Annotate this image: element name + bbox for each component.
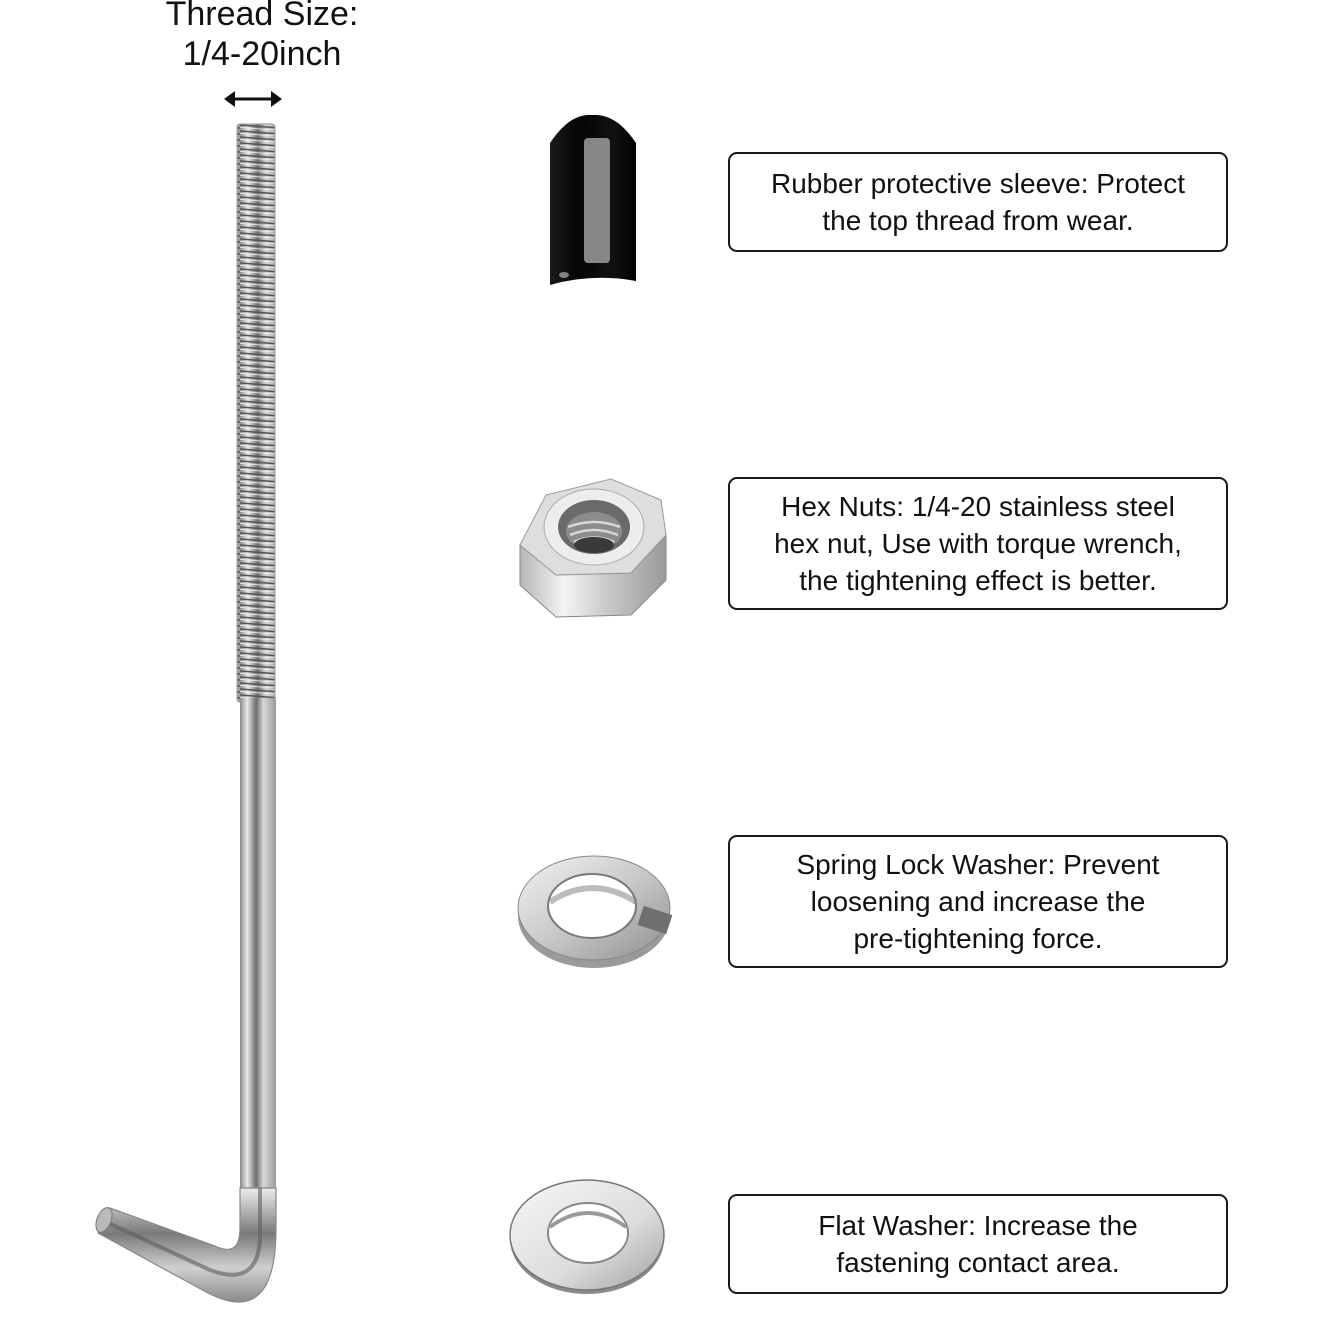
callout-spring-lock-washer (728, 835, 1228, 968)
callout-line: Rubber protective sleeve: Protect (771, 168, 1185, 199)
thread-size-title: Thread Size: (165, 0, 359, 33)
rubber-cap-icon (544, 113, 640, 289)
callout-line: the top thread from wear. (822, 205, 1134, 236)
l-hook-bolt-icon (80, 118, 320, 1327)
callout-flat-washer (728, 1194, 1228, 1294)
hex-nut-icon (516, 475, 668, 620)
callout-hex-nut (728, 477, 1228, 610)
lock-washer-icon (514, 850, 672, 972)
callout-line: Hex Nuts: 1/4-20 stainless steel (781, 491, 1175, 522)
thread-size-value: 1/4-20inch (182, 35, 342, 73)
flat-washer-icon (508, 1175, 666, 1297)
callout-line: hex nut, Use with torque wrench, (774, 528, 1182, 559)
callout-line: the tightening effect is better. (799, 565, 1157, 596)
callout-line: Spring Lock Washer: Prevent (796, 849, 1160, 880)
thread-size-label (140, 0, 384, 74)
callout-line: pre-tightening force. (853, 923, 1103, 954)
callout-rubber-sleeve (728, 152, 1228, 252)
callout-line: Flat Washer: Increase the (818, 1210, 1138, 1241)
callout-line: fastening contact area. (836, 1247, 1120, 1278)
double-arrow-icon (224, 88, 282, 110)
callout-line: loosening and increase the (810, 886, 1146, 917)
